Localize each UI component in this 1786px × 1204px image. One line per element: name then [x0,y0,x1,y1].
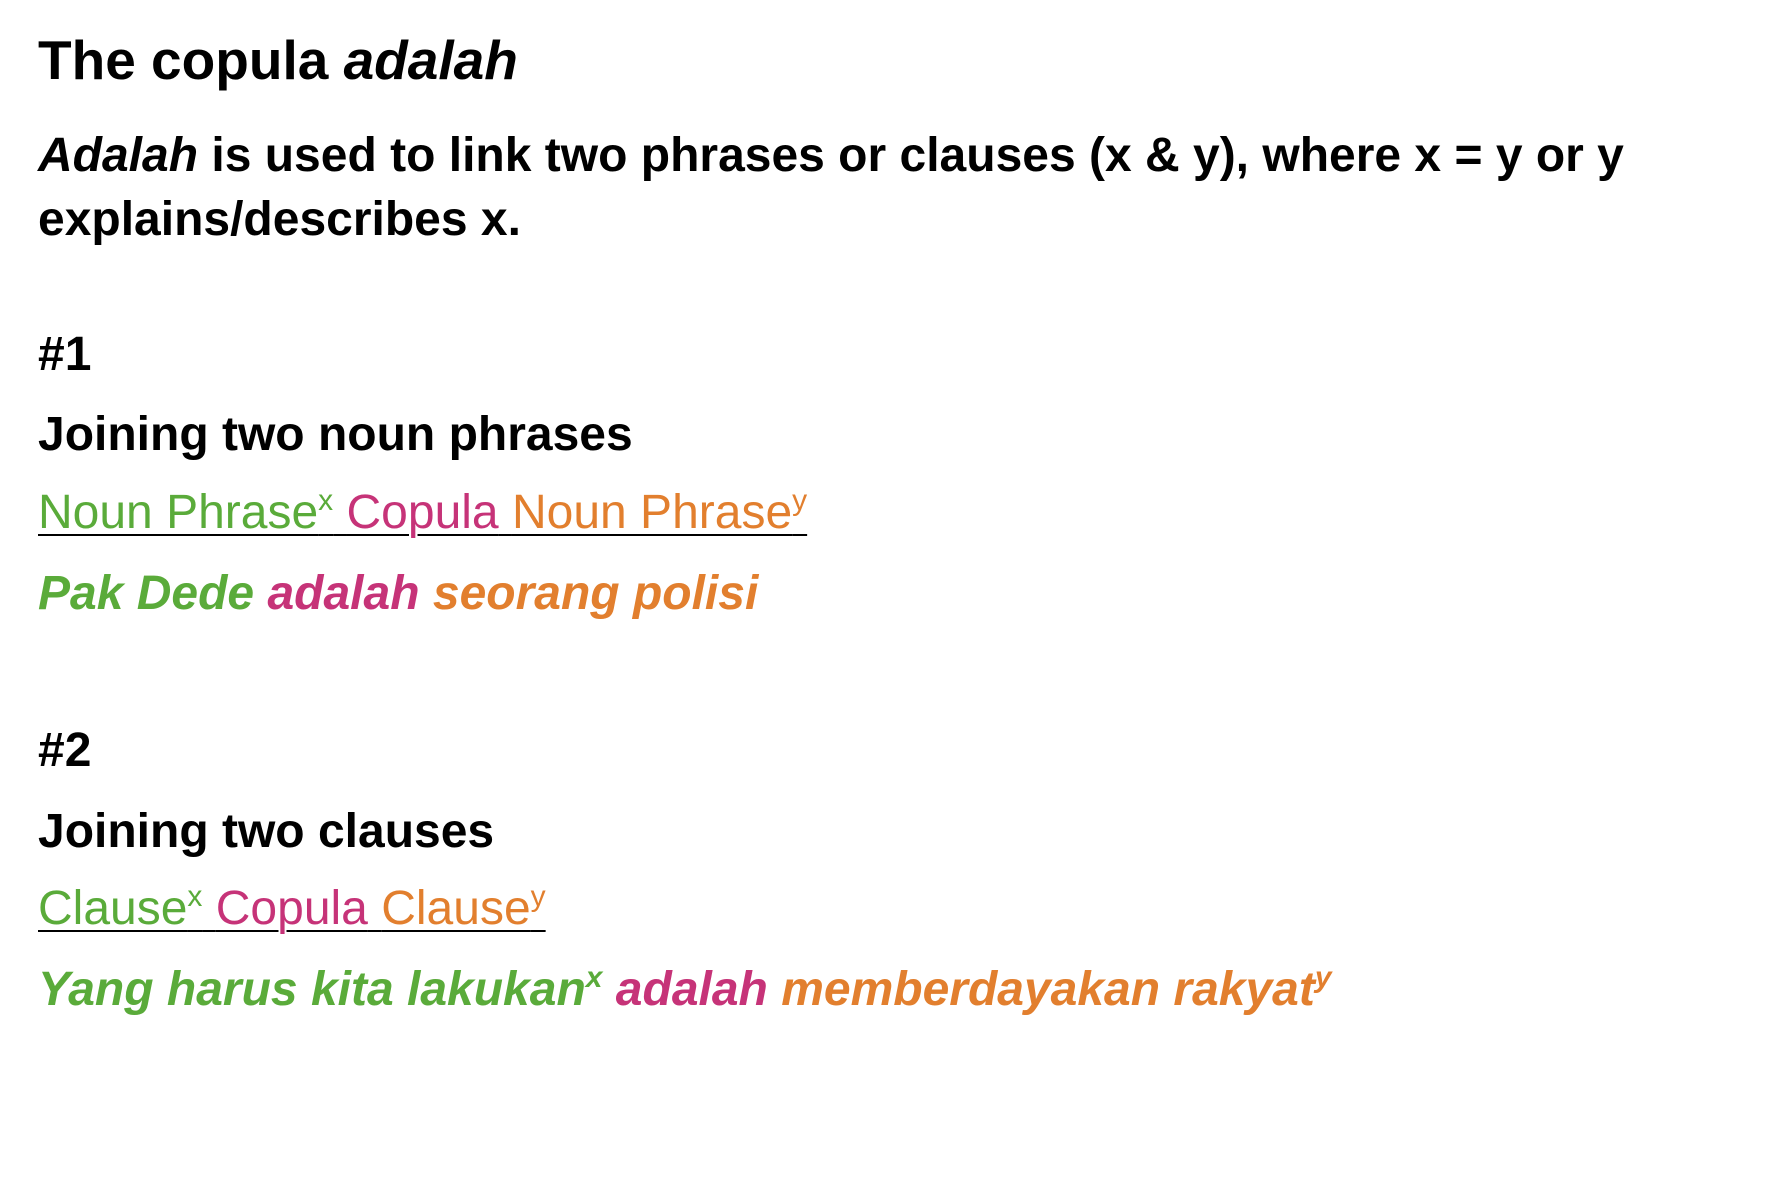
example-y: seorang polisi [432,567,759,620]
intro-paragraph [38,124,1758,252]
pattern-y: Clause$^y$ [381,880,546,935]
section-1-example [38,564,758,624]
example-copula: adalah [267,567,420,620]
title-prefix: The copula [38,29,344,91]
pattern-y-superscript: y [792,484,808,517]
section-2-example [38,960,1332,1020]
pattern-copula: Copula [346,486,499,539]
pattern-y: Noun Phrase$^y$ [511,484,808,539]
example-y-superscript: y [1314,961,1332,994]
pattern-copula: Copula [215,882,368,935]
section-2-heading: Joining two clauses [38,805,495,858]
section-1-number: #1 [38,328,92,381]
section-2-pattern [38,879,546,939]
example-x: Yang harus kita lakukan$^x$ [38,961,603,1016]
example-y: memberdayakan rakyat$^y$ [781,961,1332,1016]
section-1-pattern [38,483,807,543]
pattern-x: Clause$^x$ [38,880,203,935]
pattern-y-superscript: y [530,880,546,913]
section-2-number: #2 [38,724,92,777]
pattern-x-superscript: x [187,880,203,913]
pattern-x-superscript: x [318,484,334,517]
page-title [38,28,518,92]
section-1-heading: Joining two noun phrases [38,408,633,461]
intro-term: Adalah [38,129,199,182]
example-copula: adalah [615,963,768,1016]
title-term: adalah [343,29,518,91]
pattern-x: Noun Phrase$^x$ [38,484,334,539]
example-x-superscript: x [585,961,603,994]
example-x: Pak Dede [38,567,255,620]
intro-text: is used to link two phrases or clauses (x & y), where x = y or y explains/describes x. [38,129,1624,246]
